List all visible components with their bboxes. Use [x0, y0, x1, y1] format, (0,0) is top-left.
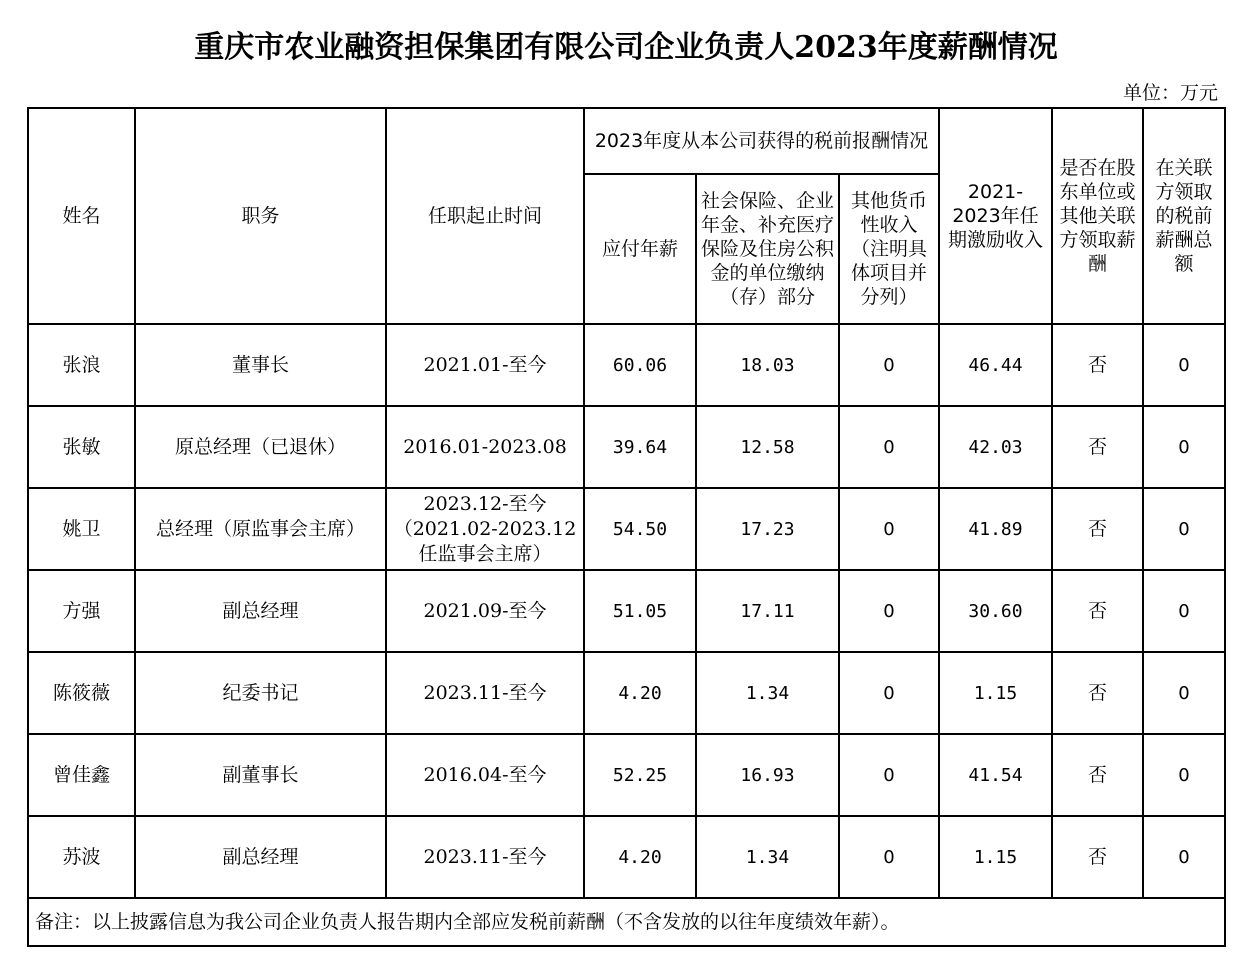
cell-social-insurance: 17.11 [696, 570, 839, 652]
cell-related-party: 否 [1052, 488, 1143, 570]
table-row [28, 734, 1225, 816]
header-incentive: 2021-2023年任期激励收入 [939, 108, 1052, 324]
cell-term: 2023.12-至今（2021.02-2023.12任监事会主席） [386, 488, 584, 570]
header-social-insurance: 社会保险、企业年金、补充医疗保险及住房公积金的单位缴纳（存）部分 [696, 174, 839, 324]
cell-annual-salary: 60.06 [584, 324, 696, 406]
cell-term: 2021.01-至今 [386, 324, 584, 406]
header-annual-salary: 应付年薪 [584, 174, 696, 324]
cell-position: 副董事长 [135, 734, 386, 816]
salary-table [27, 107, 1226, 947]
cell-incentive: 1.15 [939, 652, 1052, 734]
cell-incentive: 41.54 [939, 734, 1052, 816]
header-name: 姓名 [28, 108, 135, 324]
table-row [28, 570, 1225, 652]
cell-position: 纪委书记 [135, 652, 386, 734]
cell-annual-salary: 52.25 [584, 734, 696, 816]
cell-other-income: 0 [839, 324, 939, 406]
cell-term: 2016.04-至今 [386, 734, 584, 816]
cell-other-income: 0 [839, 570, 939, 652]
table-row [28, 488, 1225, 570]
cell-social-insurance: 12.58 [696, 406, 839, 488]
table-row [28, 816, 1225, 898]
cell-term: 2021.09-至今 [386, 570, 584, 652]
page-title: 重庆市农业融资担保集团有限公司企业负责人2023年度薪酬情况 [194, 30, 1058, 65]
cell-annual-salary: 39.64 [584, 406, 696, 488]
cell-related-party: 否 [1052, 406, 1143, 488]
cell-related-party: 否 [1052, 734, 1143, 816]
cell-related-total: 0 [1143, 734, 1225, 816]
cell-position: 董事长 [135, 324, 386, 406]
header-related-party: 是否在股东单位或其他关联方领取薪酬 [1052, 108, 1143, 324]
cell-related-party: 否 [1052, 816, 1143, 898]
cell-term: 2016.01-2023.08 [386, 406, 584, 488]
cell-other-income: 0 [839, 488, 939, 570]
cell-related-total: 0 [1143, 324, 1225, 406]
cell-name: 曾佳鑫 [28, 734, 135, 816]
cell-related-total: 0 [1143, 816, 1225, 898]
cell-social-insurance: 16.93 [696, 734, 839, 816]
cell-term: 2023.11-至今 [386, 652, 584, 734]
unit-label: 单位：万元 [1122, 82, 1218, 104]
cell-other-income: 0 [839, 734, 939, 816]
cell-incentive: 30.60 [939, 570, 1052, 652]
cell-name: 苏波 [28, 816, 135, 898]
header-group-2023: 2023年度从本公司获得的税前报酬情况 [584, 108, 939, 174]
cell-position: 副总经理 [135, 570, 386, 652]
cell-social-insurance: 1.34 [696, 652, 839, 734]
cell-position: 副总经理 [135, 816, 386, 898]
cell-annual-salary: 54.50 [584, 488, 696, 570]
table-row [28, 652, 1225, 734]
header-related-total: 在关联方领取的税前薪酬总额 [1143, 108, 1225, 324]
cell-other-income: 0 [839, 816, 939, 898]
cell-related-total: 0 [1143, 652, 1225, 734]
cell-position: 原总经理（已退休） [135, 406, 386, 488]
cell-related-total: 0 [1143, 570, 1225, 652]
cell-annual-salary: 51.05 [584, 570, 696, 652]
header-other-income: 其他货币性收入（注明具体项目并分列） [839, 174, 939, 324]
cell-annual-salary: 4.20 [584, 816, 696, 898]
header-position: 职务 [135, 108, 386, 324]
cell-other-income: 0 [839, 406, 939, 488]
cell-name: 姚卫 [28, 488, 135, 570]
table-row [28, 406, 1225, 488]
cell-social-insurance: 1.34 [696, 816, 839, 898]
cell-related-party: 否 [1052, 324, 1143, 406]
cell-name: 方强 [28, 570, 135, 652]
cell-incentive: 42.03 [939, 406, 1052, 488]
table-row [28, 324, 1225, 406]
cell-position: 总经理（原监事会主席） [135, 488, 386, 570]
header-term: 任职起止时间 [386, 108, 584, 324]
cell-name: 张浪 [28, 324, 135, 406]
cell-social-insurance: 18.03 [696, 324, 839, 406]
cell-related-party: 否 [1052, 652, 1143, 734]
cell-incentive: 1.15 [939, 816, 1052, 898]
cell-incentive: 46.44 [939, 324, 1052, 406]
cell-related-total: 0 [1143, 406, 1225, 488]
cell-name: 张敏 [28, 406, 135, 488]
cell-term: 2023.11-至今 [386, 816, 584, 898]
cell-other-income: 0 [839, 652, 939, 734]
cell-annual-salary: 4.20 [584, 652, 696, 734]
cell-related-total: 0 [1143, 488, 1225, 570]
cell-related-party: 否 [1052, 570, 1143, 652]
cell-name: 陈筱薇 [28, 652, 135, 734]
cell-incentive: 41.89 [939, 488, 1052, 570]
note: 备注：以上披露信息为我公司企业负责人报告期内全部应发税前薪酬（不含发放的以往年度绩效年薪）。 [28, 898, 1225, 946]
cell-social-insurance: 17.23 [696, 488, 839, 570]
